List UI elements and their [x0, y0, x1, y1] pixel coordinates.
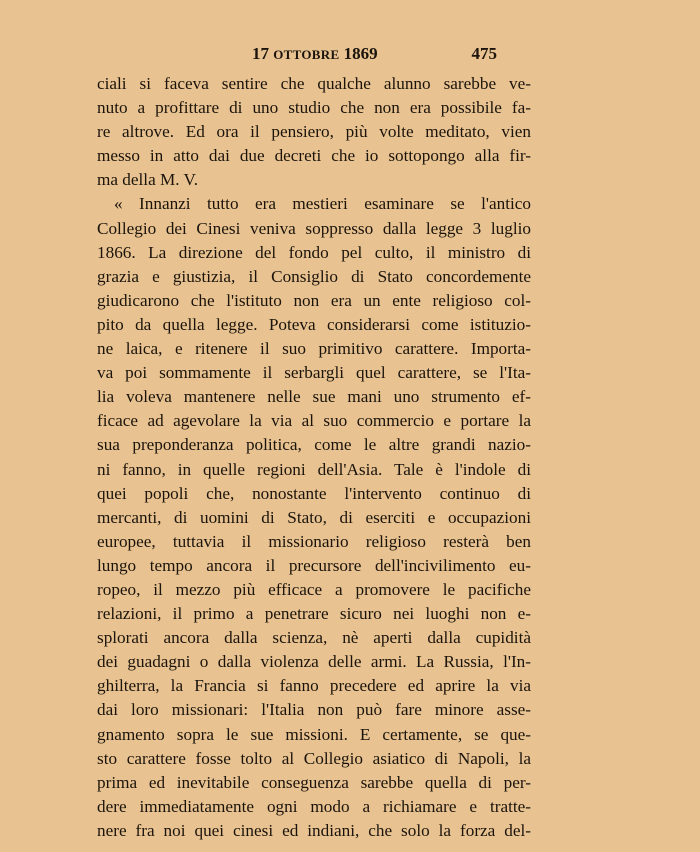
- header-date-year: 1869: [343, 44, 378, 63]
- text-line: ma della M. V.: [97, 170, 199, 190]
- text-line: relazioni, il primo a penetrare sicuro nei luoghi non e-: [97, 604, 531, 624]
- text-line: mercanti, di uomini di Stato, di eserciti e occupazioni: [97, 507, 531, 527]
- header-date-month: OTTOBRE: [273, 47, 340, 62]
- text-line: dai loro missionari: l'Italia non può fare minore asse-: [97, 700, 531, 720]
- text-line: « Innanzi tutto era mestieri esaminare se l'antico: [114, 194, 531, 214]
- text-line: ne laica, e ritenere il suo primitivo carattere. Importa-: [97, 339, 531, 359]
- text-line: sua preponderanza politica, come le altre grandi nazio-: [97, 435, 531, 455]
- header-date-day: 17: [252, 44, 269, 63]
- text-line: ghilterra, la Francia si fanno precedere ed aprire la via: [97, 676, 531, 696]
- text-line: messo in atto dai due decreti che io sottopongo alla fir-: [97, 146, 531, 166]
- text-line: dei guadagni o dalla violenza delle armi. La Russia, l'In-: [97, 652, 531, 672]
- text-line: 1866. La direzione del fondo pel culto, il ministro di: [97, 242, 531, 262]
- paragraph: [97, 192, 531, 843]
- text-line: ropeo, il mezzo più efficace a promovere le pacifiche: [97, 579, 531, 599]
- text-line: Collegio dei Cinesi veniva soppresso dalla legge 3 luglio: [97, 218, 531, 238]
- text-line: ciali si faceva sentire che qualche alunno sarebbe ve-: [97, 74, 531, 93]
- text-line: dere immediatamente ogni modo a richiamare e tratte-: [97, 796, 531, 816]
- text-line: gnamento sopra le sue missioni. E certamente, se que-: [97, 724, 531, 744]
- text-line: splorati ancora dalla scienza, nè aperti dalla cupidità: [97, 628, 531, 648]
- text-line: pito da quella legge. Poteva considerarsi come istituzio-: [97, 314, 531, 334]
- text-line: prima ed inevitabile conseguenza sarebbe quella di per-: [97, 772, 531, 792]
- text-line: quei popoli che, nonostante l'intervento continuo di: [97, 483, 531, 503]
- text-line: nuto a profittare di uno studio che non era possibile fa-: [97, 98, 531, 118]
- text-line: va poi sommamente il serbargli quel carattere, se l'Ita-: [97, 363, 531, 383]
- header-date: [252, 44, 378, 64]
- text-line: re altrove. Ed ora il pensiero, più volte meditato, vien: [97, 122, 531, 142]
- text-line: lungo tempo ancora il precursore dell'incivilimento eu-: [97, 555, 531, 575]
- text-line: nere fra noi quei cinesi ed indiani, che solo la forza del-: [97, 820, 531, 840]
- running-head: [97, 44, 531, 68]
- text-line: europee, tuttavia il missionario religioso resterà ben: [97, 531, 531, 551]
- text-line: sto carattere fosse tolto al Collegio asiatico di Napoli, la: [97, 748, 531, 768]
- body-text: [97, 72, 531, 843]
- text-line: ficace ad agevolare la via al suo commercio e portare la: [97, 411, 531, 431]
- page-number: 475: [471, 44, 497, 63]
- text-line: ni fanno, in quelle regioni dell'Asia. Tale è l'indole di: [97, 459, 531, 479]
- text-line: lia voleva mantenere nelle sue mani uno strumento ef-: [97, 387, 531, 407]
- text-line: giudicarono che l'istituto non era un ente religioso col-: [97, 290, 531, 310]
- text-line: grazia e giustizia, il Consiglio di Stato concordemente: [97, 266, 531, 286]
- paragraph: [97, 72, 531, 192]
